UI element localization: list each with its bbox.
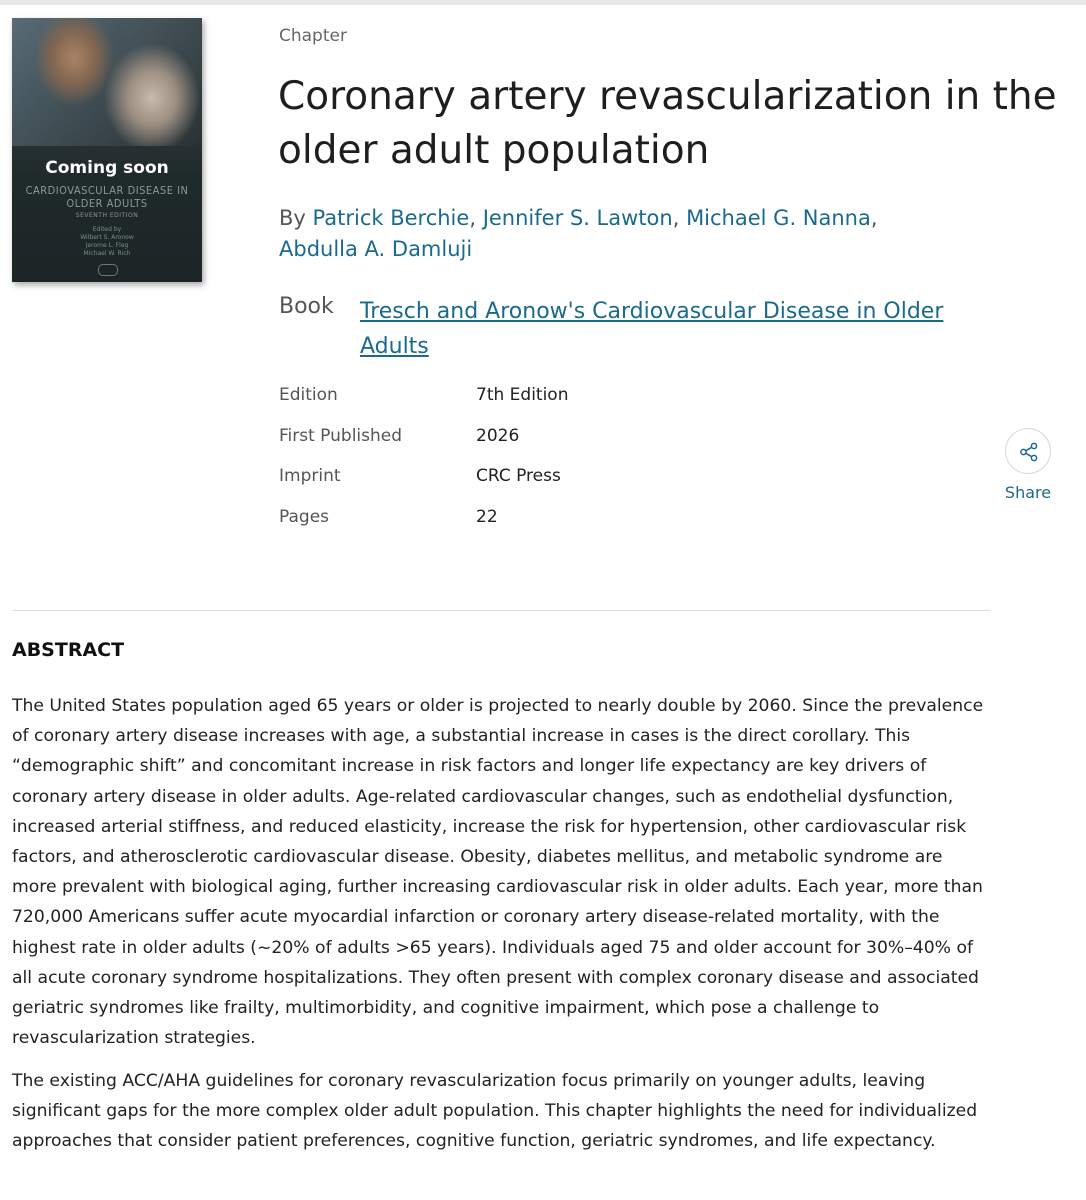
abstract-heading: ABSTRACT bbox=[12, 639, 125, 661]
meta-value: 7th Edition bbox=[476, 385, 569, 405]
author-list: By Patrick Berchie, Jennifer S. Lawton, Michael G. Nanna, Abdulla A. Damluji bbox=[279, 206, 878, 261]
page-title: Coronary artery revascularization in the older adult population bbox=[278, 74, 1057, 173]
meta-key: Edition bbox=[279, 385, 338, 405]
book-label: Book bbox=[279, 294, 334, 319]
cover-title: CARDIOVASCULAR DISEASE IN OLDER ADULTS bbox=[25, 184, 189, 210]
cover-editors bbox=[12, 226, 202, 258]
abstract-paragraph: The existing ACC/AHA guidelines for coronary revascularization focus primarily on younger adults, leaving significant gaps for the more complex older adult population. This chapter highlights the need for individualized approaches that consider patient preferences, cognitive function, geriatric syndromes, and life expectancy. bbox=[12, 1071, 978, 1151]
section-divider bbox=[12, 610, 990, 611]
meta-value: 2026 bbox=[476, 426, 520, 446]
cover-editors-label: Edited by bbox=[92, 226, 122, 233]
abstract-paragraph: The United States population aged 65 years or older is projected to nearly double by 2060. Since the prevalence of coronary artery disease increases with age, a substantial increase in cases is the direct corollary. This “demographic shift” and concomitant increase in risk factors and longer life expectancy are key drivers of coronary artery disease in older adults. Age-related cardiovascular changes, such as endothelial dysfunction, increased arterial stiffness, and reduced elasticity, increase the risk for hypertension, other cardiovascular risk factors, and atherosclerotic cardiovascular disease. Obesity, diabetes mellitus, and metabolic syndrome are more prevalent with biological aging, further increasing cardiovascular risk in older adults. Each year, more than 720,000 Americans suffer acute myocardial infarction or coronary artery disease-related mortality, with the highest rate in older adults (~20% of adults >65 years). Individuals aged 75 and older account for 30%–40% of all acute coronary syndrome hospitalizations. They often present with complex coronary disease and associated geriatric syndromes like frailty, multimorbidity, and cognitive impairment, which pose a challenge to revascularization strategies. bbox=[12, 696, 984, 1049]
book-title-link[interactable]: Tresch and Aronow's Cardiovascular Disease in Older Adults bbox=[360, 299, 944, 359]
top-divider bbox=[0, 0, 1086, 5]
content-type-label: Chapter bbox=[279, 26, 347, 46]
share-icon bbox=[1018, 441, 1040, 463]
cover-editor: Michael W. Rich bbox=[83, 250, 131, 257]
meta-value: 22 bbox=[476, 507, 498, 527]
meta-key: First Published bbox=[279, 426, 403, 446]
share-label[interactable]: Share bbox=[1004, 483, 1052, 502]
author-link[interactable]: Patrick Berchie bbox=[312, 206, 470, 230]
meta-key: Pages bbox=[279, 507, 330, 527]
book-cover[interactable] bbox=[12, 18, 202, 282]
publisher-logo-icon bbox=[98, 264, 118, 276]
cover-edition: SEVENTH EDITION bbox=[75, 212, 139, 219]
cover-editor: Wilbert S. Aronow bbox=[80, 234, 134, 241]
author-link[interactable]: Jennifer S. Lawton bbox=[482, 206, 673, 230]
by-label: By bbox=[279, 206, 306, 230]
cover-photo bbox=[12, 18, 202, 146]
share-button[interactable] bbox=[1005, 428, 1051, 474]
meta-key: Imprint bbox=[279, 466, 341, 486]
meta-value: CRC Press bbox=[476, 466, 561, 486]
cover-editor: Jerome L. Fleg bbox=[85, 242, 129, 249]
author-link[interactable]: Michael G. Nanna bbox=[686, 206, 871, 230]
coming-soon-badge: Coming soon bbox=[45, 158, 169, 178]
author-link[interactable]: Abdulla A. Damluji bbox=[279, 237, 473, 261]
